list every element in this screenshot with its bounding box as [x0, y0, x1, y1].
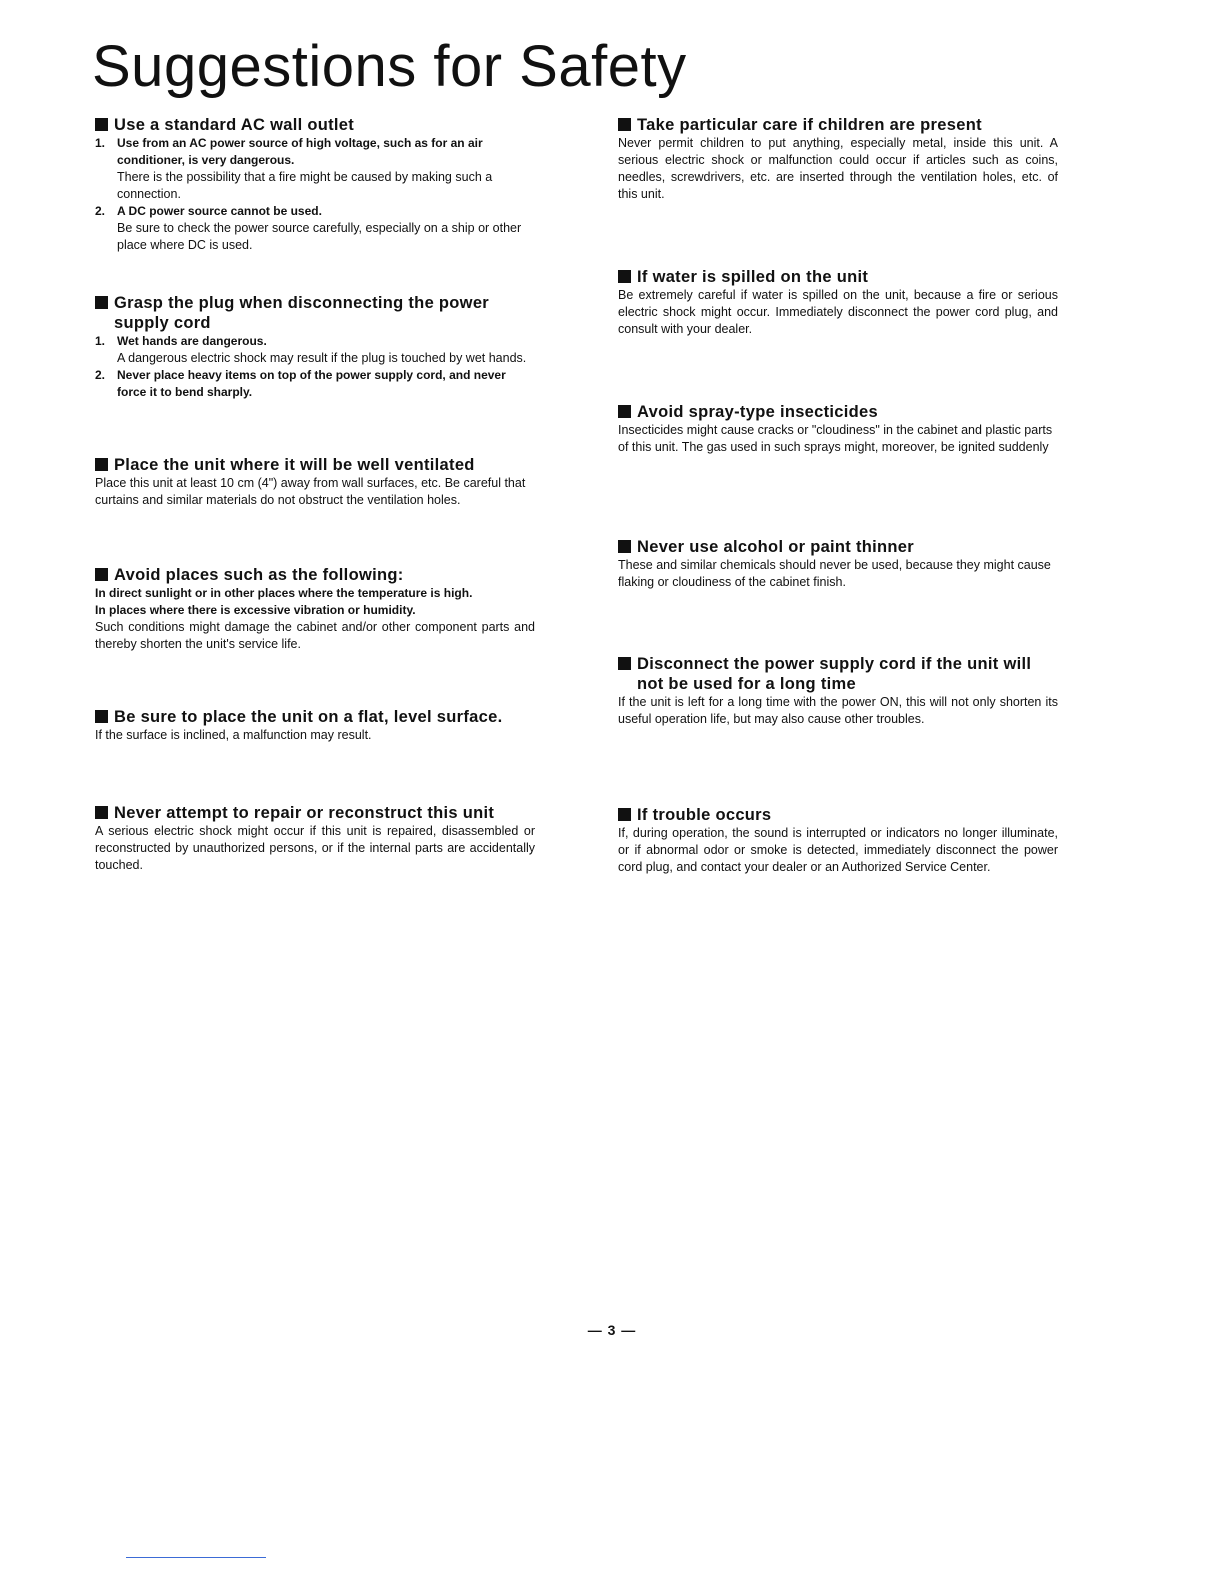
section-avoid-places — [95, 565, 535, 653]
section-heading: Never use alcohol or paint thinner — [618, 537, 1058, 557]
square-bullet-icon — [95, 806, 108, 819]
page-title: Suggestions for Safety — [92, 34, 687, 99]
square-bullet-icon — [95, 296, 108, 309]
section-body: Insecticides might cause cracks or "cloudiness" in the cabinet and plastic parts of this unit. The gas used in such sprays might, moreover, be ignited suddenly — [618, 423, 1053, 454]
section-body: If the unit is left for a long time with the power ON, this will not only shorten its useful operation life, but may also cause other troubles. — [618, 695, 1058, 726]
footer-rule — [126, 1557, 266, 1558]
section-body: If, during operation, the sound is interrupted or indicators no longer illuminate, or if abnormal odor or smoke is detected, immediately disconnect the power cord plug, and contact your dealer or an Authorized Service Center. — [618, 826, 1058, 874]
section-water-spilled — [618, 267, 1058, 338]
section-heading: Be sure to place the unit on a flat, level surface. — [95, 707, 535, 727]
square-bullet-icon — [95, 710, 108, 723]
section-heading: If trouble occurs — [618, 805, 1058, 825]
section-trouble-occurs — [618, 805, 1058, 876]
section-body: A serious electric shock might occur if this unit is repaired, disassembled or reconstructed by unauthorized persons, or if the internal parts are accidentally touched. — [95, 824, 535, 872]
square-bullet-icon — [618, 118, 631, 131]
section-heading: Place the unit where it will be well ventilated — [95, 455, 535, 475]
section-body: Place this unit at least 10 cm (4") away from wall surfaces, etc. Be careful that curtains and similar materials do not obstruct the ventilation holes. — [95, 476, 526, 507]
section-heading: Never attempt to repair or reconstruct this unit — [95, 803, 535, 823]
section-bold-line: In direct sunlight or in other places where the temperature is high. — [95, 586, 473, 600]
section-heading: Take particular care if children are present — [618, 115, 1058, 135]
section-insecticides — [618, 402, 1058, 456]
section-ventilation — [95, 455, 535, 509]
section-heading: Avoid spray-type insecticides — [618, 402, 1058, 422]
section-body: Be extremely careful if water is spilled on the unit, because a fire or serious electric shock might occur. Immediately disconnect the power cord plug, and consult with your dealer. — [618, 288, 1058, 336]
section-bold-line: In places where there is excessive vibration or humidity. — [95, 603, 416, 617]
section-disconnect-long-time — [618, 654, 1058, 728]
section-heading: Avoid places such as the following: — [95, 565, 535, 585]
numbered-list — [95, 135, 535, 254]
square-bullet-icon — [618, 270, 631, 283]
list-item: 2. A DC power source cannot be used. Be sure to check the power source carefully, especially on a ship or other place where DC is used. — [95, 204, 522, 252]
square-bullet-icon — [95, 118, 108, 131]
section-body: Such conditions might damage the cabinet and/or other component parts and thereby shorten the unit's service life. — [95, 620, 535, 651]
square-bullet-icon — [618, 808, 631, 821]
section-body: If the surface is inclined, a malfunction may result. — [95, 728, 372, 742]
square-bullet-icon — [95, 458, 108, 471]
section-heading: Disconnect the power supply cord if the unit will not be used for a long time — [618, 654, 1058, 694]
square-bullet-icon — [618, 540, 631, 553]
square-bullet-icon — [618, 657, 631, 670]
section-level-surface — [95, 707, 535, 744]
section-heading: If water is spilled on the unit — [618, 267, 1058, 287]
section-heading: Grasp the plug when disconnecting the power supply cord — [95, 293, 535, 333]
list-item: 2. Never place heavy items on top of the power supply cord, and never force it to bend sharply. — [95, 368, 506, 399]
page-number: — 3 — — [587, 1322, 637, 1338]
section-never-repair — [95, 803, 535, 874]
square-bullet-icon — [95, 568, 108, 581]
list-item: 1. Use from an AC power source of high voltage, such as for an air conditioner, is very dangerous. There is the possibility that a fire might be caused by making such a connection. — [95, 136, 493, 201]
section-heading: Use a standard AC wall outlet — [95, 115, 535, 135]
section-body: Never permit children to put anything, especially metal, inside this unit. A serious electric shock or malfunction could occur if articles such as coins, needles, screwdrivers, etc. are inserted through the ventilation holes, etc. of this unit. — [618, 136, 1058, 201]
square-bullet-icon — [618, 405, 631, 418]
list-item: 1. Wet hands are dangerous. A dangerous electric shock may result if the plug is touched by wet hands. — [95, 334, 527, 365]
section-children — [618, 115, 1058, 203]
section-body: These and similar chemicals should never be used, because they might cause flaking or cloudiness of the cabinet finish. — [618, 558, 1051, 589]
numbered-list — [95, 333, 535, 401]
section-grasp-plug — [95, 293, 535, 401]
section-standard-ac-outlet — [95, 115, 535, 254]
section-alcohol-thinner — [618, 537, 1058, 591]
